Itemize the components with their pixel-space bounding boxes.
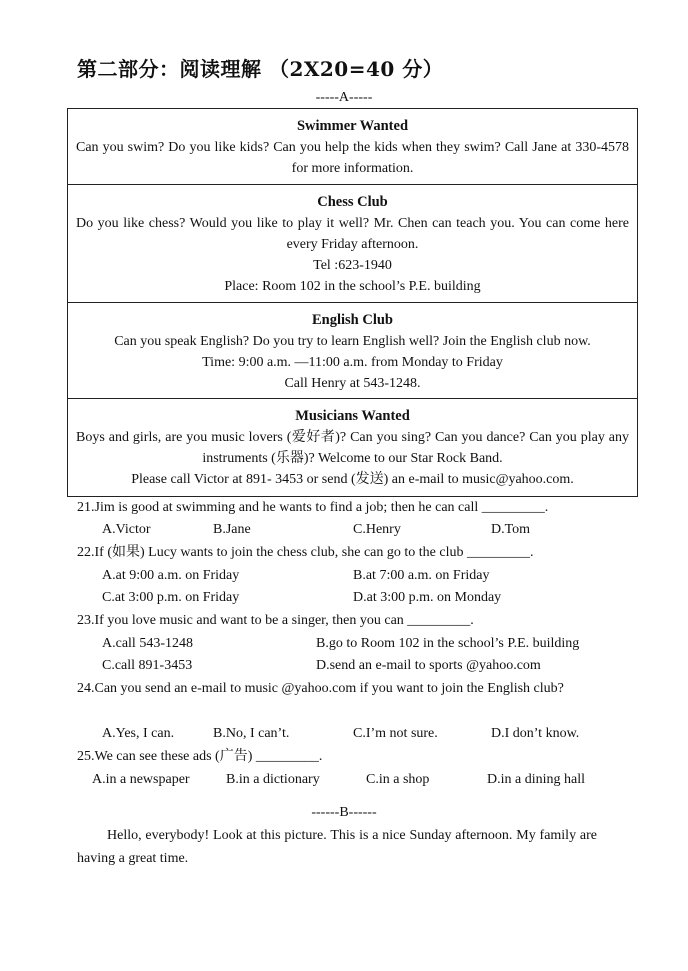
ad-line: Place: Room 102 in the school’s P.E. building <box>224 279 481 294</box>
ad-musicians-wanted <box>68 399 637 496</box>
ad-body: Boys and girls, are you music lovers (爱好者)? Can you sing? Can you dance? Can you play any instruments (乐器)? Welcome to our Star Rock Band. <box>76 430 629 466</box>
option-a: A.at 9:00 a.m. on Friday <box>102 568 240 583</box>
part-a-label: -----A----- <box>315 90 373 105</box>
ad-line: Call Henry at 543-1248. <box>284 376 421 391</box>
question-23: 23.If you love music and want to be a singer, then you can _________. <box>77 613 474 628</box>
ad-english-club <box>68 303 637 399</box>
question-25: 25.We can see these ads (广告) _________. <box>77 749 323 764</box>
ad-title: Chess Club <box>317 194 388 210</box>
option-a: A.Victor <box>102 522 151 537</box>
option-c: C.I’m not sure. <box>353 726 438 741</box>
ad-title: English Club <box>311 312 393 328</box>
ad-line: Time: 9:00 a.m. —11:00 a.m. from Monday to Friday <box>202 355 503 370</box>
option-d: D.I don’t know. <box>491 726 580 741</box>
option-b: B.go to Room 102 in the school’s P.E. building <box>316 636 580 651</box>
option-c: C.at 3:00 p.m. on Friday <box>102 590 240 605</box>
ad-chess-club <box>68 185 637 303</box>
ad-body: Can you swim? Do you like kids? Can you help the kids when they swim? Call Jane at 330-4578 for more information. <box>76 140 629 176</box>
option-a: A.Yes, I can. <box>102 726 175 741</box>
question-21: 21.Jim is good at swimming and he wants to find a job; then he can call _________. <box>77 500 549 515</box>
option-c: C.in a shop <box>366 772 430 787</box>
section-title: 第二部分：阅读理解 （2X20=40 分） <box>77 57 444 81</box>
option-c: C.call 891-3453 <box>102 658 193 673</box>
option-b: B.Jane <box>213 522 251 537</box>
ad-body: Can you speak English? Do you try to learn English well? Join the English club now. <box>114 334 591 349</box>
option-d: D.in a dining hall <box>487 772 585 787</box>
option-d: D.Tom <box>491 522 531 537</box>
ad-swimmer-wanted <box>68 109 637 185</box>
ad-title: Musicians Wanted <box>295 408 410 424</box>
option-d: D.send an e-mail to sports @yahoo.com <box>316 658 541 673</box>
option-a: A.call 543-1248 <box>102 636 193 651</box>
option-d: D.at 3:00 p.m. on Monday <box>353 590 502 605</box>
option-b: B.No, I can’t. <box>213 726 290 741</box>
question-22: 22.If (如果) Lucy wants to join the chess club, she can go to the club _________. <box>77 545 534 560</box>
option-b: B.at 7:00 a.m. on Friday <box>353 568 490 583</box>
option-c: C.Henry <box>353 522 401 537</box>
ad-line: Please call Victor at 891- 3453 or send (发送) an e-mail to music@yahoo.com. <box>131 472 574 487</box>
part-b-label: ------B------ <box>311 805 377 820</box>
ad-line: Tel :623-1940 <box>313 258 392 273</box>
option-a: A.in a newspaper <box>92 772 190 787</box>
ad-title: Swimmer Wanted <box>296 118 409 134</box>
ad-body: Do you like chess? Would you like to play it well? Mr. Chen can teach you. You can come here every Friday afternoon. <box>76 216 629 252</box>
question-24: 24.Can you send an e-mail to music @yahoo.com if you want to join the English club? <box>77 681 564 696</box>
ads-table <box>67 108 638 497</box>
option-b: B.in a dictionary <box>226 772 320 787</box>
passage-b: Hello, everybody! Look at this picture. This is a nice Sunday afternoon. My family are having a great time. <box>77 828 597 866</box>
